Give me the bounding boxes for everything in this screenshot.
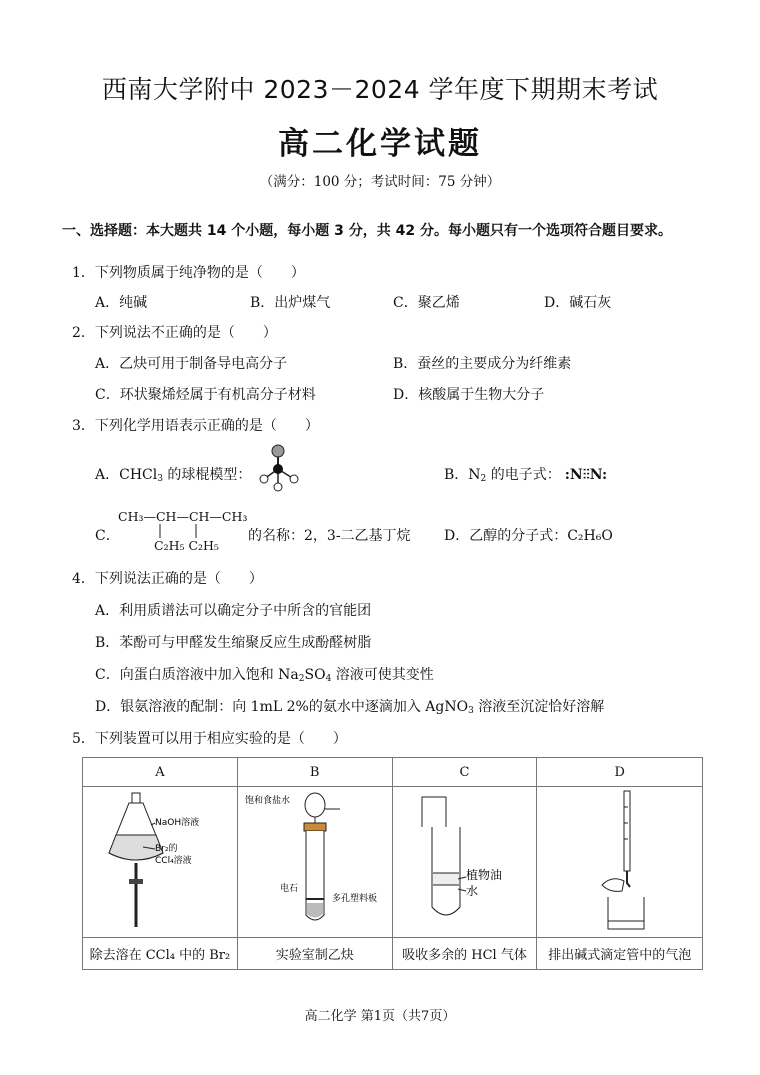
page-footer: 高二化学 第1页（共7页） xyxy=(304,1009,456,1024)
exam-subtitle: 高二化学试题 xyxy=(278,126,482,162)
score-info: （满分：100 分；考试时间：75 分钟） xyxy=(259,174,501,190)
figure-b-cell xyxy=(237,787,392,938)
q2-option-c: C．环状聚烯烃属于有机高分子材料 xyxy=(95,387,316,403)
q3-option-d: D．乙醇的分子式：C₂H₆O xyxy=(444,528,613,544)
q4-option-a: A．利用质谱法可以确定分子中所含的官能团 xyxy=(95,603,372,619)
figure-c-cell xyxy=(392,787,537,938)
q1-option-a: A．纯碱 xyxy=(95,295,148,311)
q1-option-d: D．碱石灰 xyxy=(544,295,612,311)
q3-option-a: A．CHCl$_3$ 的球棍模型： xyxy=(95,467,252,484)
figure-a-cell xyxy=(83,787,238,938)
q4-option-d: D．银氨溶液的配制：向 1mL 2%的氨水中逐滴加入 AgNO$_3$ 溶液至沉淀恰好溶解 xyxy=(95,699,605,716)
q4-stem: 4．下列说法正确的是（ ） xyxy=(72,571,263,587)
section-heading: 一、选择题：本大题共 14 个小题，每小题 3 分，共 42 分。每小题只有一个选项符合题目要求。 xyxy=(62,223,672,239)
q5-stem: 5．下列装置可以用于相应实验的是（ ） xyxy=(72,731,347,747)
label-br2: Br₂的 xyxy=(154,844,178,854)
caption-a: 除去溶在 CCl₄ 中的 Br₂ xyxy=(83,938,238,970)
q2-option-a: A．乙炔可用于制备导电高分子 xyxy=(95,356,288,372)
label-ccl4-solution: CCl₄溶液 xyxy=(154,856,192,866)
q3-option-c-label: C． xyxy=(95,528,120,544)
q2-option-b: B．蚕丝的主要成分为纤维素 xyxy=(393,356,572,372)
chcl3-ball-stick-model-icon xyxy=(256,443,304,493)
q3-option-c-name: 的名称：2，3-二乙基丁烷 xyxy=(248,528,411,544)
q3-option-b: B．$N_2$ 的电子式： :N⫶⫶N: xyxy=(444,467,608,484)
q4-option-c: C．向蛋白质溶液中加入饱和 $Na_2SO_4$ 溶液可使其变性 xyxy=(95,667,434,684)
q1-option-c: C．聚乙烯 xyxy=(393,295,460,311)
label-porous-plate: 多孔塑料板 xyxy=(331,894,377,904)
gas-absorption-tube-icon xyxy=(394,787,534,933)
label-saturated-brine: 饱和食盐水 xyxy=(244,796,290,806)
exam-title: 西南大学附中 2023－2024 学年度下期期末考试 xyxy=(101,75,659,104)
label-water: 水 xyxy=(466,884,479,898)
label-calcium-carbide: 电石 xyxy=(279,884,298,894)
figure-d-cell xyxy=(537,787,703,938)
q4-option-b: B．苯酚可与甲醛发生缩聚反应生成酚醛树脂 xyxy=(95,635,372,651)
q3-structural-formula-top: CH₃—CH—CH—CH₃ xyxy=(118,509,248,524)
q3-structural-formula-bottom: C₂H₅ C₂H₅ xyxy=(154,538,219,553)
col-header-c: C xyxy=(392,758,537,787)
col-header-a: A xyxy=(83,758,238,787)
q2-stem: 2．下列说法不正确的是（ ） xyxy=(72,325,277,341)
label-vegetable-oil: 植物油 xyxy=(466,868,503,882)
q1-option-b: B．出炉煤气 xyxy=(250,295,331,311)
q5-apparatus-table xyxy=(82,757,703,970)
col-header-b: B xyxy=(237,758,392,787)
label-naoh-solution: NaOH溶液 xyxy=(154,818,199,828)
col-header-d: D xyxy=(537,758,703,787)
caption-c: 吸收多余的 HCl 气体 xyxy=(392,938,537,970)
q2-option-d: D．核酸属于生物大分子 xyxy=(393,387,545,403)
q3-stem: 3．下列化学用语表示正确的是（ ） xyxy=(72,418,319,434)
burette-bubble-removal-icon xyxy=(540,787,700,933)
separatory-funnel-icon xyxy=(85,787,235,933)
acetylene-generator-icon xyxy=(240,787,390,933)
q1-stem: 1．下列物质属于纯净物的是（ ） xyxy=(72,265,305,281)
caption-b: 实验室制乙炔 xyxy=(237,938,392,970)
caption-d: 排出碱式滴定管中的气泡 xyxy=(537,938,703,970)
